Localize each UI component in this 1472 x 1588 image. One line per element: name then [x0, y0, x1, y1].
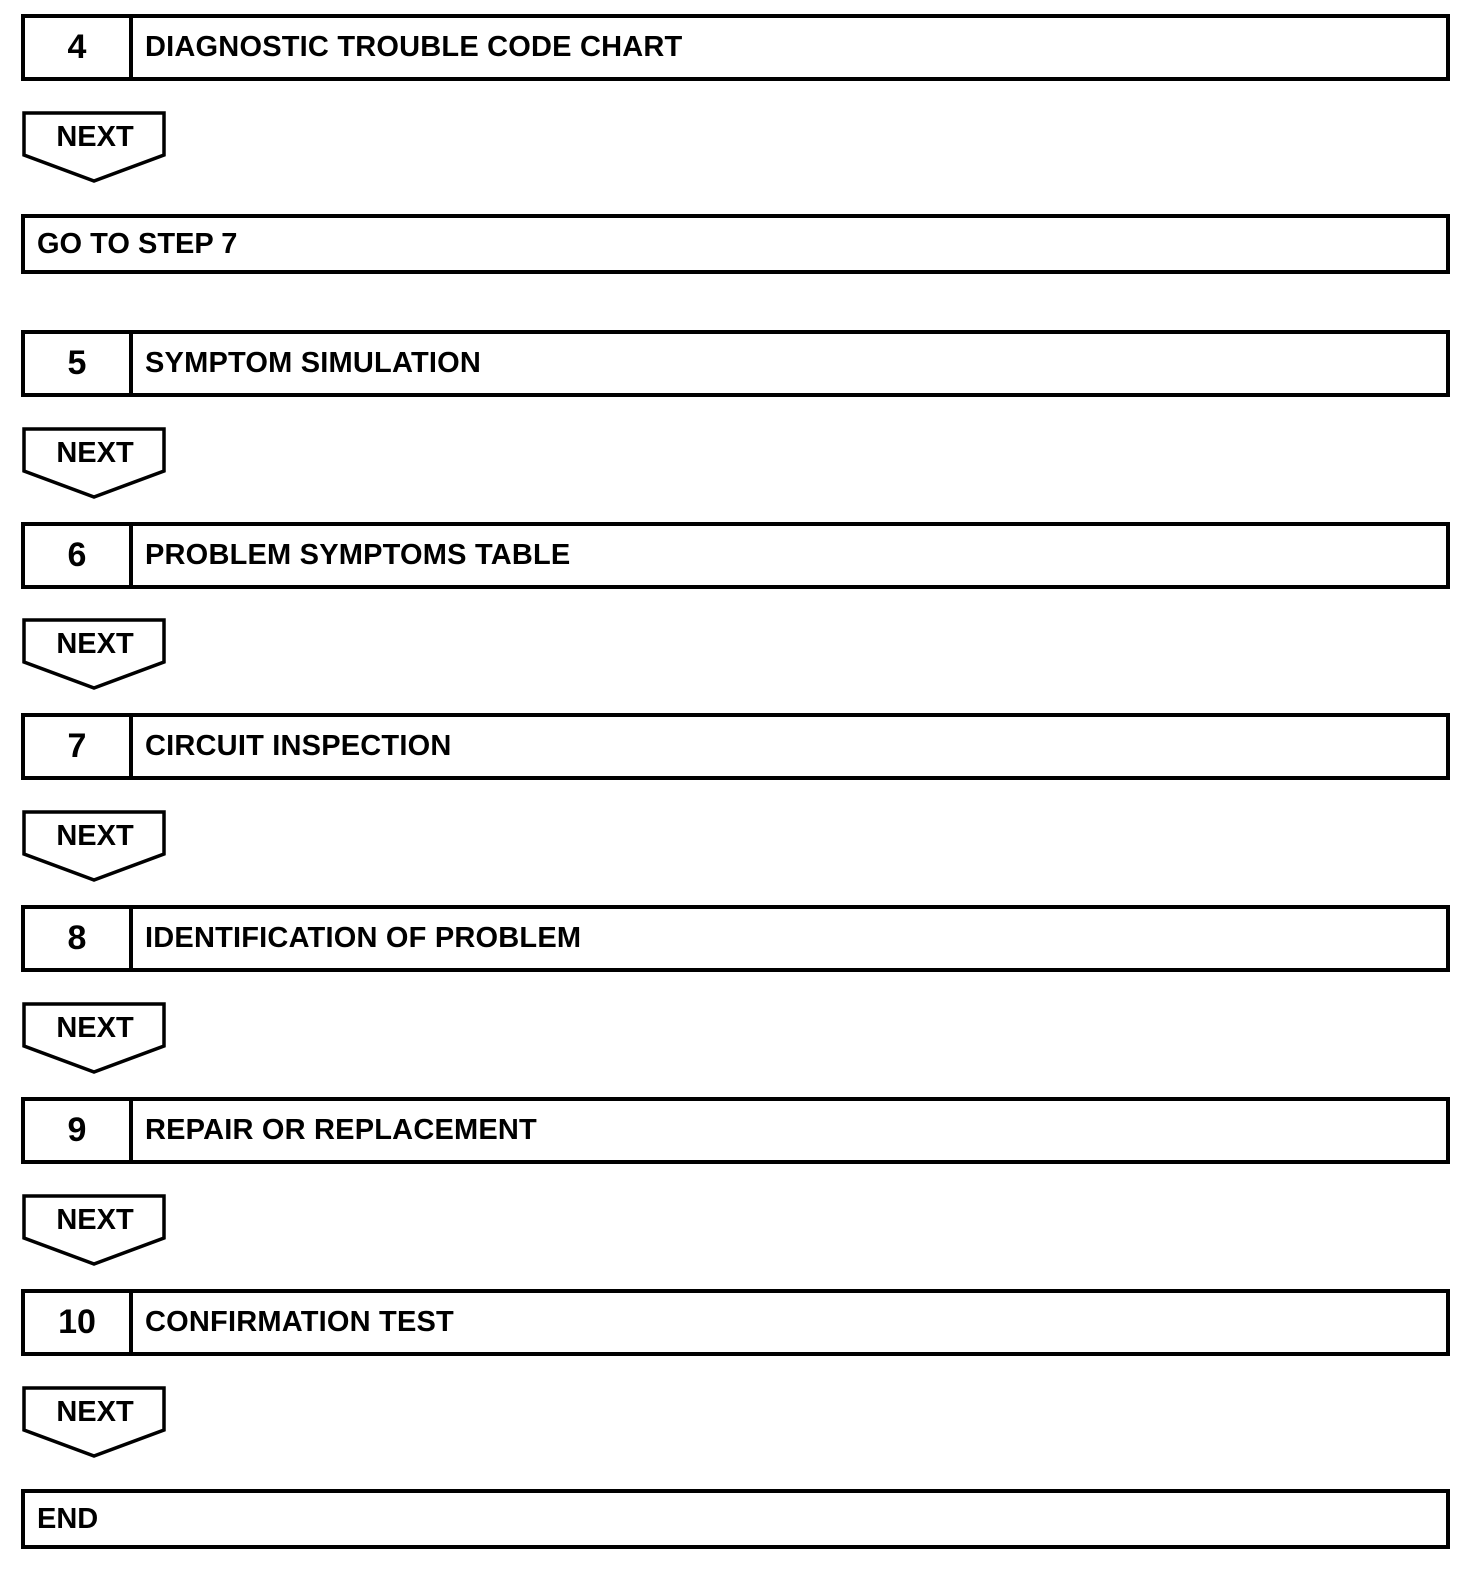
- step-title: SYMPTOM SIMULATION: [145, 347, 482, 379]
- next-arrow-5: [22, 1002, 168, 1076]
- step-title: IDENTIFICATION OF PROBLEM: [145, 922, 582, 954]
- next-label: NEXT: [56, 628, 134, 660]
- step-number: 10: [25, 1293, 133, 1352]
- goto-step-box: GO TO STEP 7: [21, 214, 1450, 274]
- step-title: CIRCUIT INSPECTION: [145, 730, 452, 762]
- next-arrow-7: [22, 1386, 168, 1460]
- step-number: 6: [25, 526, 133, 585]
- step-number: 5: [25, 334, 133, 393]
- step-title: DIAGNOSTIC TROUBLE CODE CHART: [145, 31, 683, 63]
- step-7-box: [21, 713, 1450, 780]
- step-title: PROBLEM SYMPTOMS TABLE: [145, 539, 571, 571]
- step-number: 8: [25, 909, 133, 968]
- step-6-box: [21, 522, 1450, 589]
- next-arrow-4: [22, 810, 168, 884]
- next-label: NEXT: [56, 820, 134, 852]
- next-arrow-6: [22, 1194, 168, 1268]
- next-arrow-3: [22, 618, 168, 692]
- step-4-box: [21, 14, 1450, 81]
- step-number: 9: [25, 1101, 133, 1160]
- next-label: NEXT: [56, 1204, 134, 1236]
- next-label: NEXT: [56, 121, 134, 153]
- step-number: 7: [25, 717, 133, 776]
- step-10-box: [21, 1289, 1450, 1356]
- end-box: END: [21, 1489, 1450, 1549]
- step-title: CONFIRMATION TEST: [145, 1306, 454, 1338]
- next-arrow-1: [22, 111, 168, 185]
- next-arrow-2: [22, 427, 168, 501]
- next-label: NEXT: [56, 437, 134, 469]
- step-8-box: [21, 905, 1450, 972]
- step-number: 4: [25, 18, 133, 77]
- step-5-box: [21, 330, 1450, 397]
- step-9-box: [21, 1097, 1450, 1164]
- step-title: REPAIR OR REPLACEMENT: [145, 1114, 537, 1146]
- next-label: NEXT: [56, 1396, 134, 1428]
- next-label: NEXT: [56, 1012, 134, 1044]
